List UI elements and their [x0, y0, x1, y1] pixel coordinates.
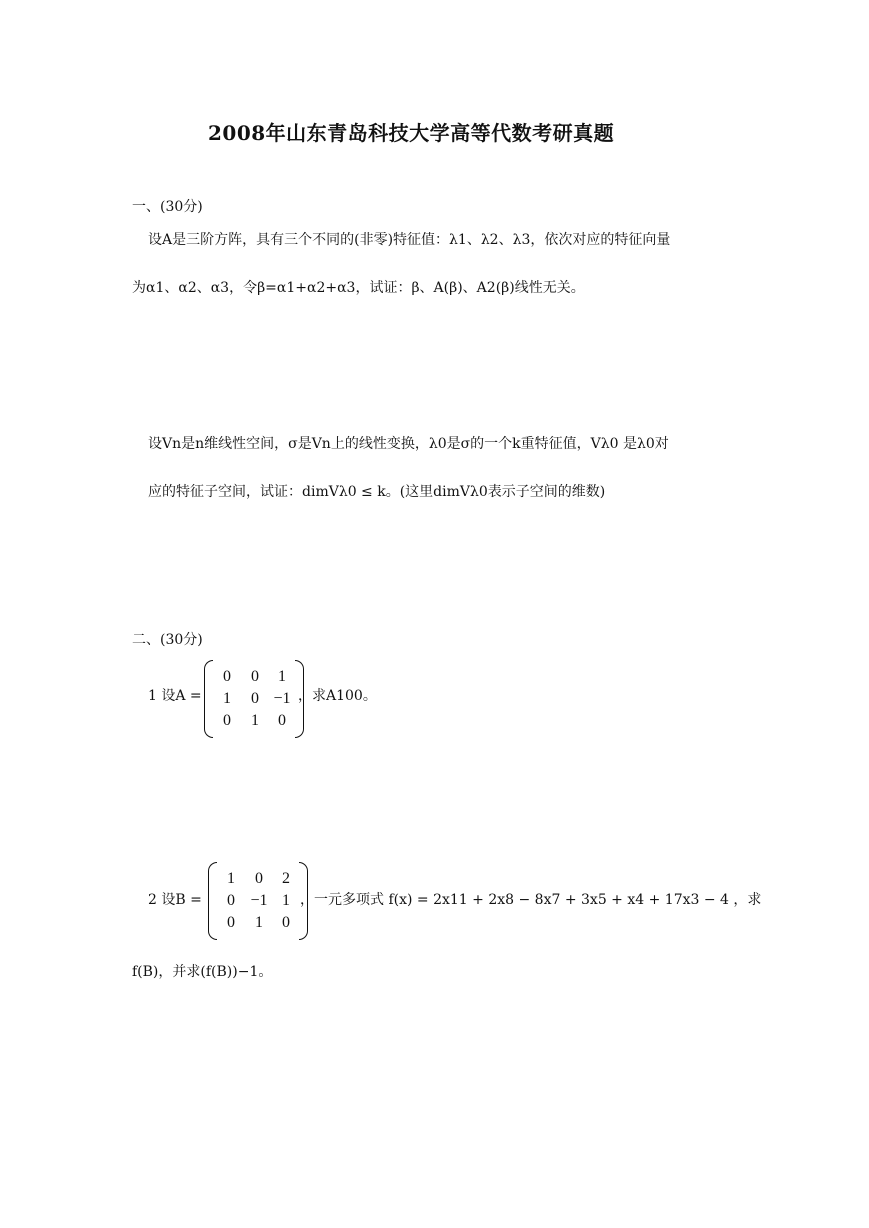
matrix-cell: 0	[227, 914, 235, 931]
section2-heading: 二、(30分)	[132, 632, 203, 648]
q2-2-pre: 设B =	[161, 892, 202, 908]
matrix-cell: 0	[251, 690, 259, 707]
q2-1-prefix	[148, 686, 202, 706]
q1-1-line2	[132, 278, 585, 298]
matrix-cell: 0	[255, 870, 263, 887]
q2-1-num: 1	[148, 688, 157, 704]
matrix-b-grid	[217, 870, 299, 932]
matrix-a	[204, 660, 304, 738]
q2-2-prefix	[148, 890, 202, 910]
matrix-cell: 1	[223, 690, 231, 707]
q1-1-text: 设A是三阶方阵，具有三个不同的(非零)特征值：λ1、λ2、λ3，依次对应的特征向量	[148, 232, 671, 248]
q1-2-line2	[148, 482, 605, 502]
matrix-a-grid	[213, 668, 295, 730]
q2-2-num: 2	[148, 892, 157, 908]
q1-2-line1	[148, 434, 669, 454]
matrix-cell: 1	[282, 892, 290, 909]
section1-heading: 一、(30分)	[132, 199, 203, 215]
matrix-cell: 0	[278, 712, 286, 729]
matrix-cell: 0	[223, 668, 231, 685]
matrix-a-left-paren	[204, 660, 213, 738]
matrix-cell: 0	[282, 914, 290, 931]
q2-1-suffix: ，求A100。	[298, 688, 377, 704]
q1-1-line1	[148, 230, 670, 250]
matrix-cell: 1	[251, 712, 259, 729]
matrix-cell: −1	[250, 892, 268, 909]
page-title: 2008年山东青岛科技大学高等代数考研真题	[208, 121, 615, 145]
q2-2-mid: ，一元多项式 f(x) = 2x11 + 2x8 − 8x7 + 3x5 + x4 + 17x3 − 4 ，求	[300, 892, 762, 908]
q1-2-text: 设Vn是n维线性空间，σ是Vn上的线性变换，λ0是σ的一个k重特征值，Vλ0 是λ0对	[148, 436, 669, 452]
matrix-cell: 0	[227, 892, 235, 909]
q2-1-pre: 设A =	[161, 688, 202, 704]
matrix-b-left-paren	[208, 862, 217, 940]
matrix-cell: −1	[273, 690, 291, 707]
matrix-cell: 1	[227, 870, 235, 887]
q1-2-text2: 应的特征子空间，试证：dimVλ0 ≤ k。(这里dimVλ0表示子空间的维数)	[148, 484, 606, 500]
matrix-cell: 0	[251, 668, 259, 685]
q1-1-text2: 为α1、α2、α3，令β=α1+α2+α3，试证：β、A(β)、A2(β)线性无关。	[132, 280, 585, 296]
matrix-b	[208, 862, 308, 940]
matrix-cell: 1	[255, 914, 263, 931]
matrix-cell: 1	[278, 668, 286, 685]
matrix-cell: 0	[223, 712, 231, 729]
matrix-cell: 2	[282, 870, 290, 887]
q2-2-line2: f(B)，并求(f(B))−1。	[132, 964, 273, 980]
